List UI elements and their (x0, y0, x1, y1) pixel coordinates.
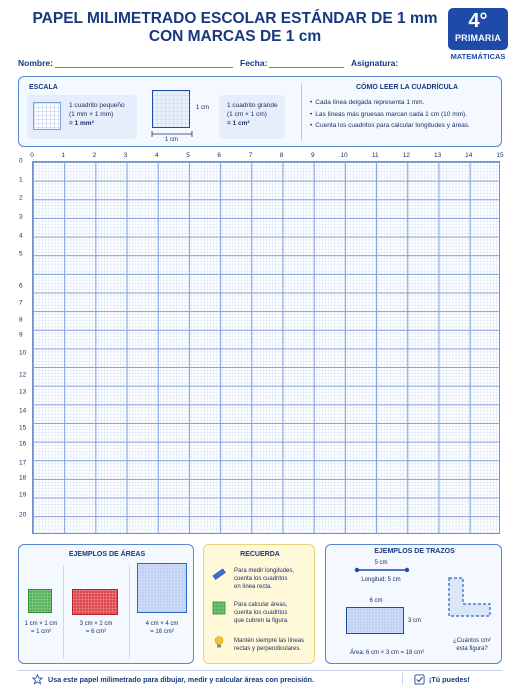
ruler-icon (212, 567, 226, 581)
rect-side-label: 3 cm (408, 618, 422, 624)
remember-line: cuenta los cuadritos (234, 610, 288, 616)
y-axis-tick-label: 10 (19, 349, 27, 357)
y-axis-tick-label: 14 (19, 407, 27, 415)
strokes-panel (325, 544, 502, 664)
title-line-2: CON MARCAS DE 1 cm (148, 28, 322, 45)
remember-item-3 (234, 637, 304, 653)
y-axis-tick-label: 4 (19, 232, 23, 240)
small-square-text (69, 101, 125, 128)
y-axis-tick-label: 9 (19, 331, 23, 339)
area-example-4x4 (137, 563, 187, 613)
how-to-item: • Las líneas más gruesas marcan cada 1 cm (10 mm). (310, 109, 500, 121)
y-axis-tick-label: 18 (19, 474, 27, 482)
how-to-list (310, 97, 500, 132)
large-line-3: = 1 cm² (227, 120, 250, 127)
y-axis-tick-label: 7 (19, 299, 23, 307)
remember-line: Para calcular áreas, (234, 602, 288, 608)
y-axis-tick-label: 1 (19, 176, 23, 184)
grade-badge (448, 8, 508, 50)
areas-title: EJEMPLOS DE ÁREAS (68, 551, 146, 558)
area-caption-3 (130, 620, 194, 636)
y-axis-tick-label: 12 (19, 371, 27, 379)
grade-number: 4° (468, 10, 488, 32)
area-caption-2 (64, 620, 128, 636)
x-axis-tick-label: 3 (123, 152, 128, 159)
question-line: ¿Cuántos cm² (453, 638, 491, 644)
y-axis-tick-label: 6 (19, 282, 23, 290)
large-square-example (152, 90, 190, 128)
large-square-text (227, 101, 278, 128)
areas-panel (18, 544, 194, 664)
subject-label: MATEMÁTICAS (450, 52, 506, 61)
stroke-rectangle (346, 607, 404, 634)
date-field[interactable] (240, 58, 344, 68)
strokes-title: EJEMPLOS DE TRAZOS (374, 548, 455, 555)
x-axis-tick-label: 15 (496, 152, 504, 159)
x-axis-tick-label: 10 (340, 152, 348, 159)
segment-caption: Longitud: 5 cm (361, 577, 401, 583)
large-square-bottom-label: 1 cm (165, 137, 179, 143)
name-field[interactable] (18, 58, 233, 68)
y-axis-tick-label: 17 (19, 459, 27, 467)
x-axis-tick-label: 7 (248, 152, 253, 159)
y-axis-tick-label: 3 (19, 213, 23, 221)
y-axis-tick-label: 2 (19, 194, 23, 202)
x-axis-tick-label: 8 (279, 152, 284, 159)
large-square-side-label: 1 cm (196, 105, 210, 111)
remember-title: RECUERDA (240, 551, 280, 558)
x-axis-tick-label: 13 (433, 152, 442, 159)
area-caption-line: 1 cm × 1 cm (24, 621, 58, 627)
page-title (0, 10, 470, 46)
grid-square-icon (212, 601, 226, 615)
remember-line: Para medir longitudes, (234, 568, 295, 574)
x-axis-tick-label: 0 (30, 152, 34, 159)
small-line-2: (1 mm × 1 mm) (69, 111, 114, 118)
area-caption-1 (19, 620, 63, 636)
how-to-item: • Cada línea delgada representa 1 mm. (310, 97, 500, 109)
info-divider (301, 83, 302, 141)
areas-separator (63, 565, 64, 659)
subject-field-label: Asignatura: (351, 58, 399, 68)
footer-divider (402, 673, 403, 685)
footer (18, 670, 502, 687)
x-axis-tick-label: 2 (92, 152, 97, 159)
question-line: esta figura? (456, 646, 488, 652)
rect-caption: Área: 6 cm × 3 cm = 18 cm² (349, 650, 425, 656)
remember-line: cuenta los cuadritos (234, 576, 288, 582)
large-square-card (219, 95, 285, 139)
y-axis-tick-label: 19 (19, 491, 27, 499)
checkbox-check-icon (414, 674, 425, 685)
small-square-example (33, 102, 61, 130)
area-caption-line: 4 cm × 4 cm (145, 621, 179, 627)
remember-line: en línea recta. (234, 584, 273, 590)
subject-field[interactable] (351, 58, 438, 78)
remember-line: rectas y perpendiculares. (234, 646, 302, 652)
small-line-3: = 1 mm² (69, 120, 94, 127)
x-axis-tick-label: 11 (371, 152, 379, 159)
y-axis-tick-label: 16 (19, 440, 27, 448)
student-fields (18, 58, 438, 70)
date-label: Fecha: (240, 58, 268, 68)
area-caption-line: = 1 cm² (30, 629, 52, 635)
y-axis-tick-label: 15 (19, 424, 27, 432)
lightbulb-icon (212, 635, 226, 649)
x-axis-tick-label: 1 (61, 152, 65, 159)
area-example-3x2 (72, 589, 118, 615)
remember-line: Mantén siempre las líneas (234, 638, 305, 644)
small-line-1: 1 cuadrito pequeño (69, 102, 125, 109)
x-axis-tick-label: 14 (465, 152, 473, 159)
how-to-item: • Cuenta los cuadritos para calcular longitudes y áreas. (310, 120, 500, 132)
name-line[interactable] (55, 59, 233, 68)
millimeter-grid[interactable] (32, 161, 500, 534)
x-axis-tick-label: 9 (310, 152, 315, 159)
area-caption-line: 3 cm × 2 cm (79, 621, 113, 627)
areas-separator (129, 565, 130, 659)
remember-item-1 (234, 567, 294, 591)
large-line-2: (1 cm × 1 cm) (227, 111, 267, 118)
l-shape-figure (446, 575, 494, 619)
scale-section-label: ESCALA (29, 84, 58, 91)
name-label: Nombre: (18, 58, 53, 68)
x-axis-tick-label: 4 (154, 152, 159, 159)
y-axis-tick-label: 5 (19, 250, 23, 258)
how-to-title: CÓMO LEER LA CUADRÍCULA (355, 84, 458, 91)
remember-item-2 (234, 601, 289, 625)
l-shape-question (442, 637, 502, 653)
y-axis-tick-label: 8 (19, 316, 23, 324)
footer-message: Usa este papel milimetrado para dibujar, medir y calcular áreas con precisión. (48, 675, 315, 684)
remember-line: que cubren la figura. (234, 618, 289, 624)
area-caption-line: = 16 cm² (150, 629, 174, 635)
y-axis-tick-label: 13 (19, 388, 27, 396)
remember-panel (203, 544, 315, 664)
large-line-1: 1 cuadrito grande (227, 102, 278, 109)
grade-level: PRIMARIA (454, 33, 502, 43)
footer-encouragement: ¡Tú puedes! (429, 675, 470, 684)
y-axis-tick-label: 20 (19, 511, 27, 519)
rect-top-label: 6 cm (369, 598, 383, 604)
area-caption-line: = 6 cm² (85, 629, 107, 635)
x-axis-tick-label: 12 (402, 152, 411, 159)
small-square-card (27, 95, 137, 139)
x-axis-tick-label: 5 (186, 152, 190, 159)
segment-top-label: 5 cm (374, 560, 388, 566)
star-icon (32, 674, 43, 685)
date-line[interactable] (269, 59, 344, 68)
x-axis-tick-label: 6 (217, 152, 221, 159)
y-axis-tick-label: 0 (19, 157, 23, 165)
segment-line (354, 566, 410, 574)
info-box (18, 76, 502, 147)
area-example-1x1 (28, 589, 52, 613)
title-line-1: PAPEL MILIMETRADO ESCOLAR ESTÁNDAR DE 1 mm (32, 10, 438, 27)
